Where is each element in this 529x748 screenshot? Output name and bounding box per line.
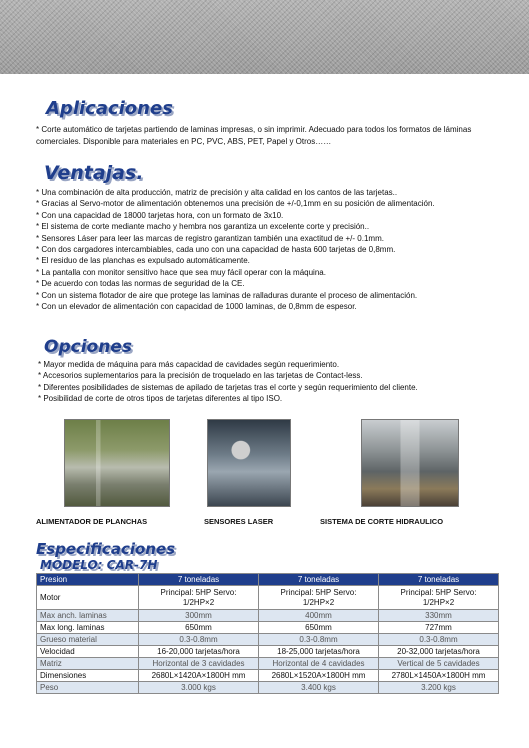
spec-value: 16-20,000 tarjetas/hora xyxy=(139,646,259,658)
spec-value: 300mm xyxy=(139,610,259,622)
spec-value: Principal: 5HP Servo: 1/2HP×2 xyxy=(379,586,499,610)
model-heading: MODELO: CAR-7H xyxy=(40,558,158,572)
spec-value: 727mm xyxy=(379,622,499,634)
spec-label: Dimensiones xyxy=(37,670,139,682)
spec-value: 3.200 kgs xyxy=(379,682,499,694)
list-item: * De acuerdo con todas las normas de seguridad de la CE. xyxy=(36,279,245,289)
list-item: * Posibilidad de corte de otros tipos de tarjetas diferentes al tipo ISO. xyxy=(38,394,283,404)
spec-value: 0.3-0.8mm xyxy=(259,634,379,646)
laser-sensor-photo xyxy=(207,419,291,507)
table-row xyxy=(37,682,499,694)
spec-value: 0.3-0.8mm xyxy=(139,634,259,646)
spec-value: Horizontal de 3 cavidades xyxy=(139,658,259,670)
spec-label: Presion xyxy=(37,574,139,586)
table-row xyxy=(37,634,499,646)
list-item: * Una combinación de alta producción, matriz de precisión y alta calidad en los cantos de las tarjetas.. xyxy=(36,188,398,197)
list-item: * Diferentes posibilidades de sistemas de apilado de tarjetas tras el corte y según requerimiento del cliente. xyxy=(38,382,418,392)
spec-value: 7 toneladas xyxy=(139,574,259,586)
spec-label: Matriz xyxy=(37,658,139,670)
spec-value: Horizontal de 4 cavidades xyxy=(259,658,379,670)
ventajas-heading: Ventajas. xyxy=(44,162,144,184)
spec-label: Motor xyxy=(37,586,139,610)
spec-value: 650mm xyxy=(259,622,379,634)
spec-value: 7 toneladas xyxy=(379,574,499,586)
list-item: * Con una capacidad de 18000 tarjetas hora, con un formato de 3x10. xyxy=(36,210,284,220)
list-item: * El residuo de las planchas es expulsado automáticamente. xyxy=(36,256,250,266)
list-item: * La pantalla con monitor sensitivo hace que sea muy fácil operar con la máquina. xyxy=(36,267,326,277)
ventajas-list xyxy=(36,187,435,312)
spec-value: 20-32,000 tarjetas/hora xyxy=(379,646,499,658)
especificaciones-heading: Especificaciones xyxy=(36,540,176,558)
spec-value: 18-25,000 tarjetas/hora xyxy=(259,646,379,658)
spec-value: 3.000 kgs xyxy=(139,682,259,694)
spec-value: 0.3-0.8mm xyxy=(379,634,499,646)
spec-value: 3.400 kgs xyxy=(259,682,379,694)
spec-value: 2680L×1420A×1800H mm xyxy=(139,670,259,682)
spec-value: 7 toneladas xyxy=(259,574,379,586)
table-row xyxy=(37,622,499,634)
spec-value: 650mm xyxy=(139,622,259,634)
table-row xyxy=(37,658,499,670)
spec-value: Principal: 5HP Servo: 1/2HP×2 xyxy=(139,586,259,610)
hydraulic-cutter-photo xyxy=(361,419,459,507)
spec-value: 2680L×1520A×1800H mm xyxy=(259,670,379,682)
spec-value: 2780L×1450A×1800H mm xyxy=(379,670,499,682)
list-item: * Con un elevador de alimentación con capacidad de 1000 laminas, de 0,8mm de espesor. xyxy=(36,301,357,311)
list-item: * Con dos cargadores intercambiables, cada uno con una capacidad de hasta 600 tarjetas de 0,8mm. xyxy=(36,244,396,254)
spec-label: Max long. laminas xyxy=(37,622,139,634)
table-row xyxy=(37,574,499,586)
spec-value: 400mm xyxy=(259,610,379,622)
spec-label: Max anch. laminas xyxy=(37,610,139,622)
header-banner xyxy=(0,0,529,74)
list-item: * Mayor medida de máquina para más capacidad de cavidades según requerimiento. xyxy=(38,360,340,369)
photo-caption: SENSORES LASER xyxy=(204,517,274,526)
aplicaciones-heading: Aplicaciones xyxy=(46,98,173,119)
aplicaciones-text: * Corte automático de tarjetas partiendo de laminas impresas, o sin imprimir. Adecuado para todos los formatos de láminas comerciales. Disponible para materiales en PC, PVC, ABS, PET, Papel y Otros…… xyxy=(36,125,472,146)
spec-label: Peso xyxy=(37,682,139,694)
spec-value: Principal: 5HP Servo: 1/2HP×2 xyxy=(259,586,379,610)
table-row xyxy=(37,610,499,622)
feeder-photo xyxy=(64,419,170,507)
opciones-list xyxy=(38,359,418,405)
table-row xyxy=(37,586,499,610)
list-item: * Con un sistema flotador de aire que protege las laminas de ralladuras durante el proceso de alimentación. xyxy=(36,290,418,300)
spec-label: Grueso material xyxy=(37,634,139,646)
specs-table xyxy=(36,573,499,694)
list-item: * Sensores Láser para leer las marcas de registro garantizan también una exactitud de +/- 0.1mm. xyxy=(36,233,384,243)
list-item: * Gracias al Servo-motor de alimentación obtenemos una precisión de +/-0,1mm en su posición de alimentación. xyxy=(36,199,435,209)
photo-caption: SISTEMA DE CORTE HIDRAULICO xyxy=(320,517,444,526)
list-item: * Accesorios suplementarios para la precisión de troquelado en las tarjetas de Contact-less. xyxy=(38,371,363,381)
photo-caption: ALIMENTADOR DE PLANCHAS xyxy=(36,517,148,526)
spec-value: Vertical de 5 cavidades xyxy=(379,658,499,670)
table-row xyxy=(37,646,499,658)
spec-label: Velocidad xyxy=(37,646,139,658)
spec-value: 330mm xyxy=(379,610,499,622)
table-row xyxy=(37,670,499,682)
list-item: * El sistema de corte mediante macho y hembra nos garantiza un excelente corte y precisión.. xyxy=(36,222,370,232)
opciones-heading: Opciones xyxy=(44,337,132,357)
